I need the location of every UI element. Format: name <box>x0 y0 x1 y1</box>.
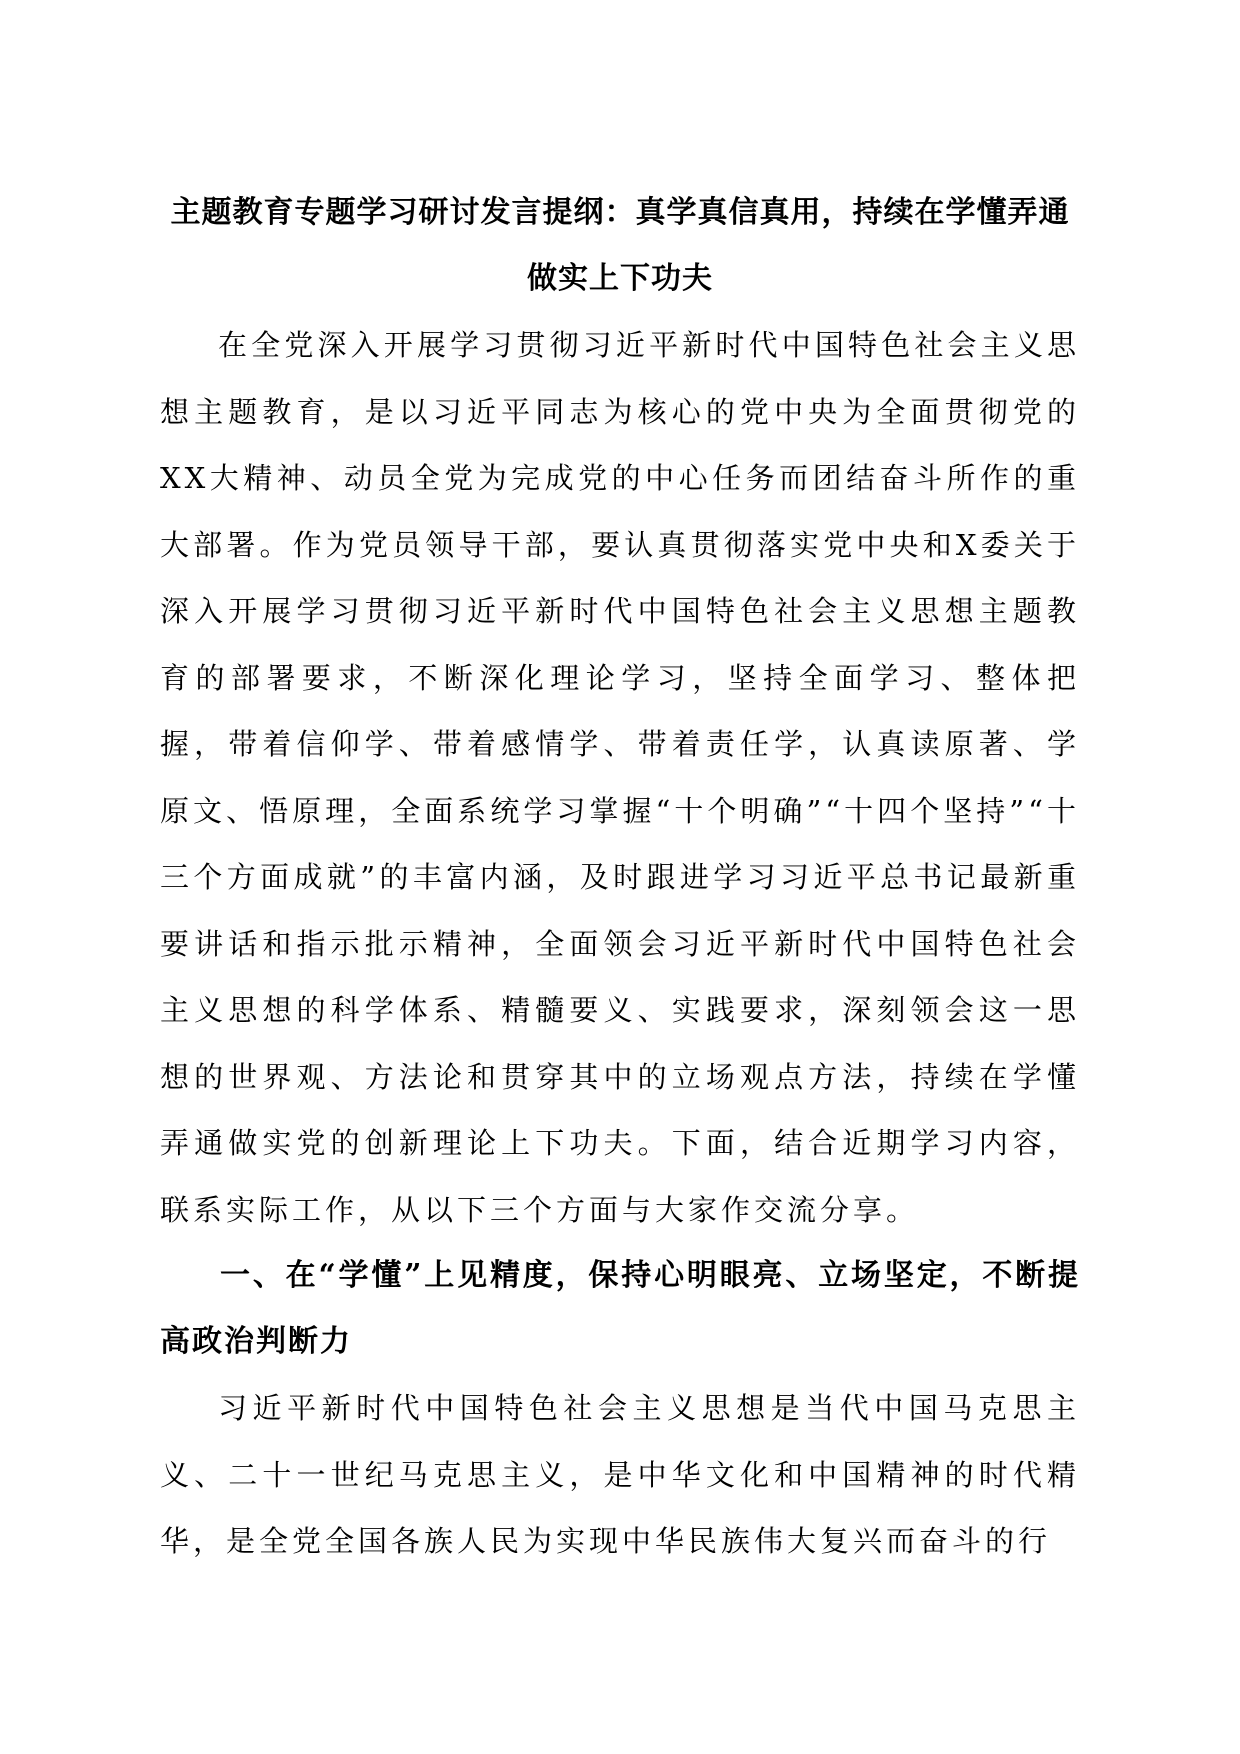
section-heading-1: 一、在“学懂”上见精度，保持心明眼亮、立场坚定，不断提高政治判断力 <box>160 1258 1080 1359</box>
document-body <box>160 180 1080 1575</box>
intro-paragraph: 在全党深入开展学习贯彻习近平新时代中国特色社会主义思想主题教育，是以习近平同志为核心的党中央为全面贯彻党的XX大精神、动员全党为完成党的中心任务而团结奋斗所作的重大部署。作为党员领导干部，要认真贯彻落实党中央和X委关于深入开展学习贯彻习近平新时代中国特色社会主义思想主题教育的部署要求，不断深化理论学习，坚持全面学习、整体把握，带着信仰学、带着感情学、带着责任学，认真读原著、学原文、悟原理，全面系统学习掌握“十个明确”“十四个坚持”“十三个方面成就”的丰富内涵，及时跟进学习习近平总书记最新重要讲话和指示批示精神，全面领会习近平新时代中国特色社会主义思想的科学体系、精髓要义、实践要求，深刻领会这一思想的世界观、方法论和贯穿其中的立场观点方法，持续在学懂弄通做实党的创新理论上下功夫。下面，结合近期学习内容，联系实际工作，从以下三个方面与大家作交流分享。 <box>160 328 1080 1227</box>
document-title: 主题教育专题学习研讨发言提纲：真学真信真用，持续在学懂弄通做实上下功夫 <box>170 195 1070 296</box>
section-1-paragraph: 习近平新时代中国特色社会主义思想是当代中国马克思主义、二十一世纪马克思主义，是中华文化和中国精神的时代精华，是全党全国各族人民为实现中华民族伟大复兴而奋斗的行 <box>160 1391 1080 1558</box>
